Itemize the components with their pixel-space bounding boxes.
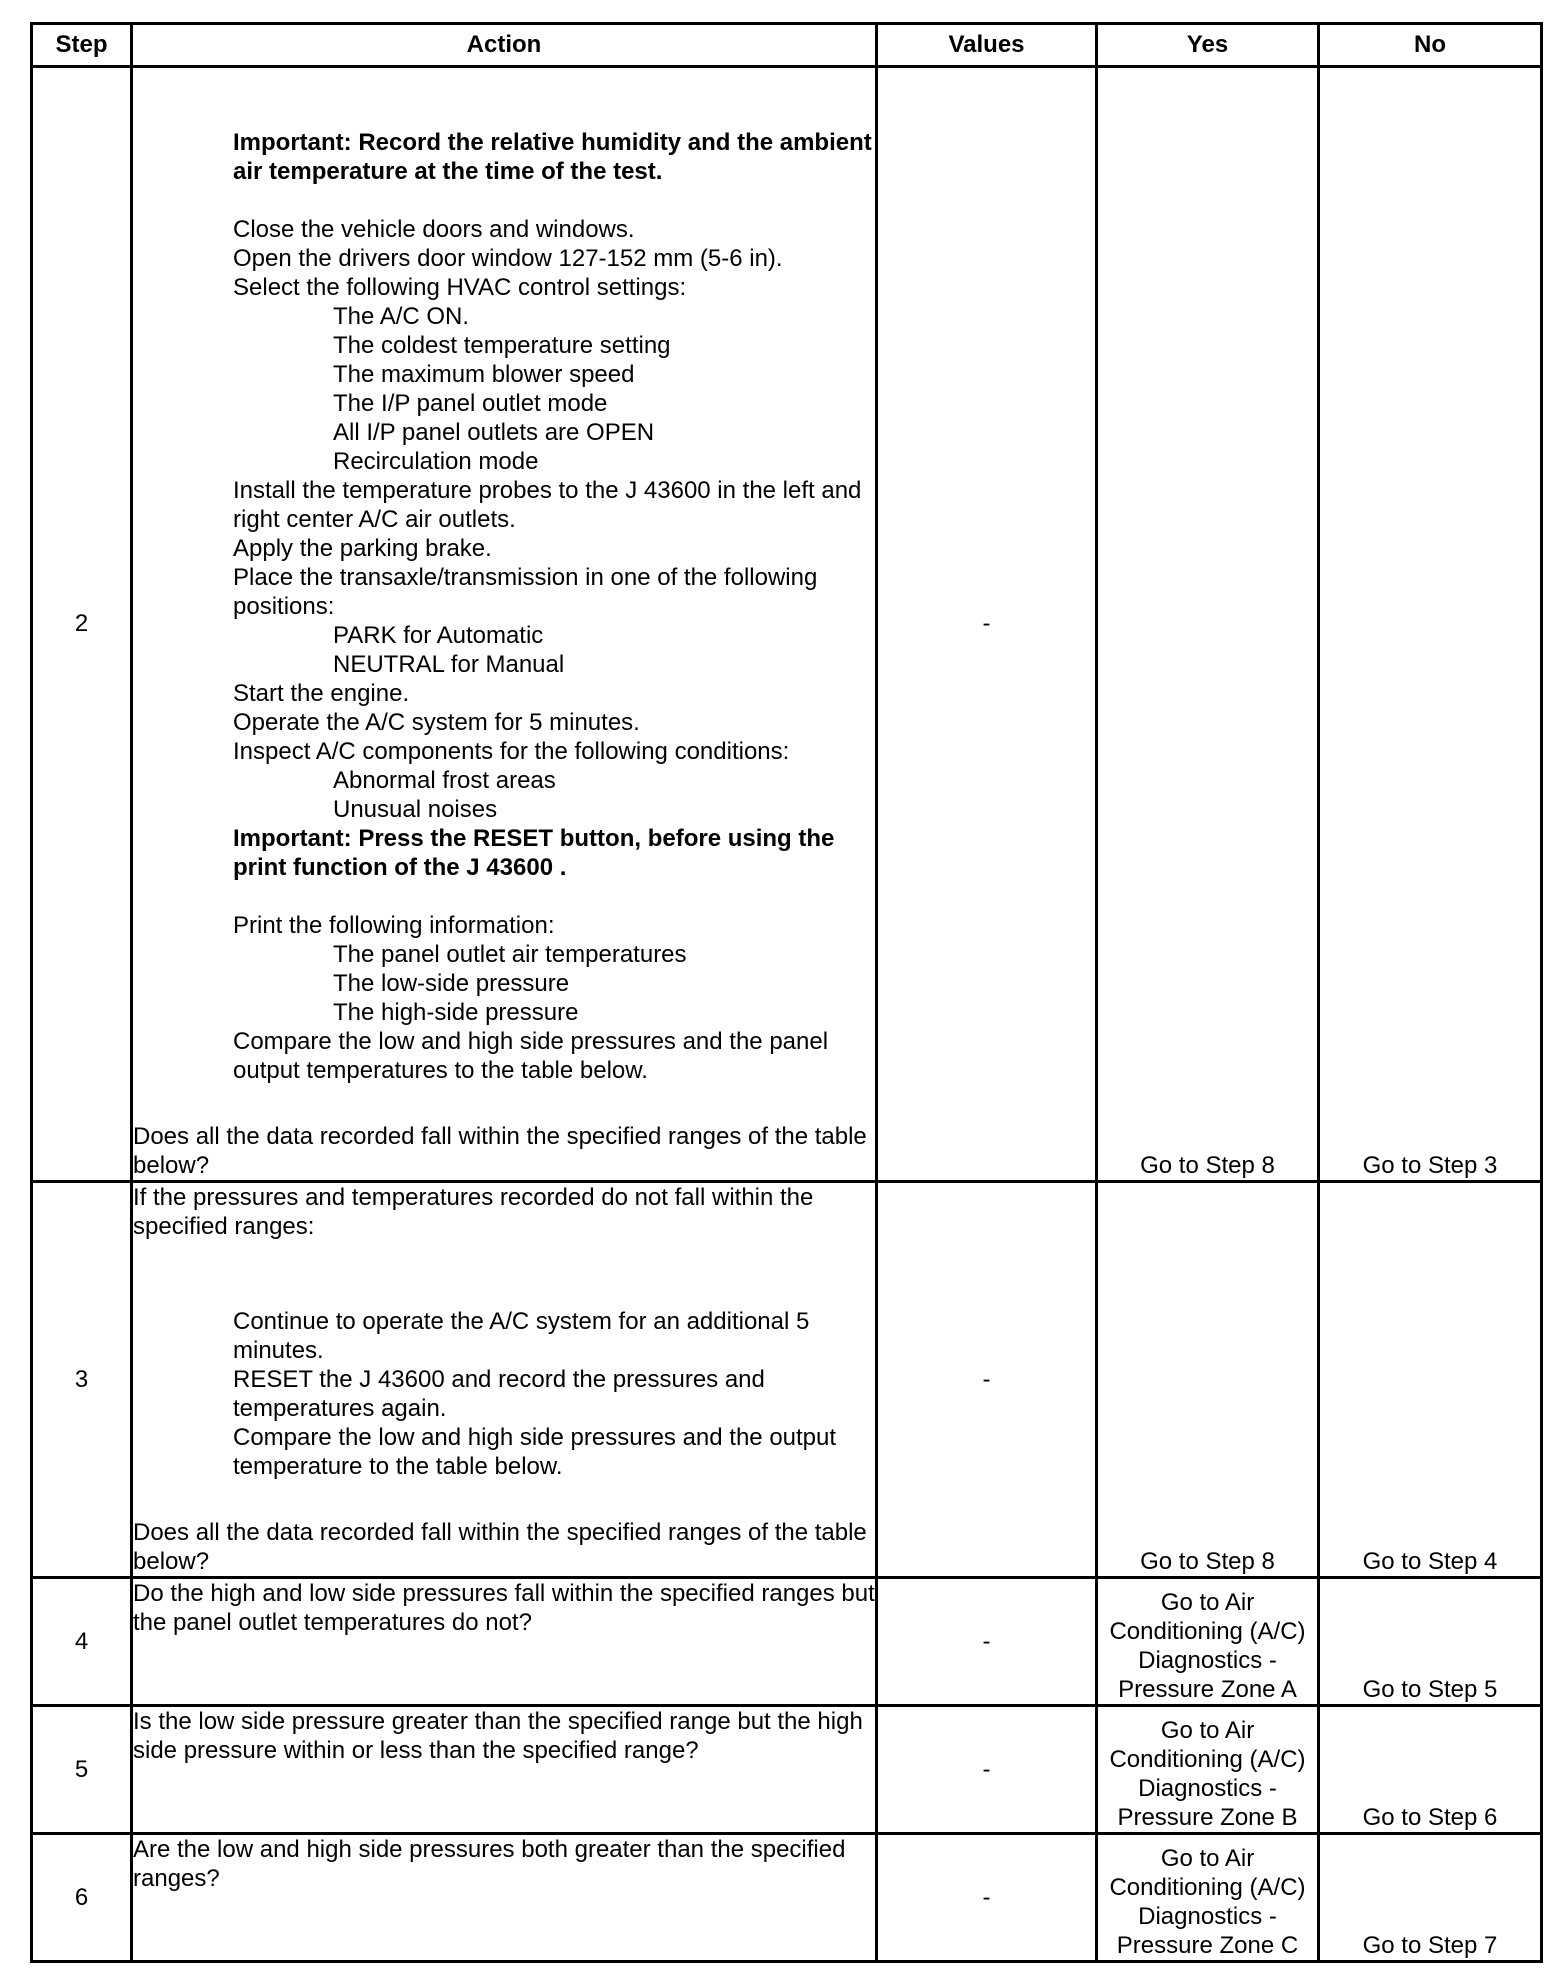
action-line: Operate the A/C system for 5 minutes.	[233, 709, 640, 736]
header-yes: Yes	[1097, 24, 1319, 67]
action-line: Select the following HVAC control settings:	[233, 274, 687, 301]
action-cell	[132, 67, 877, 1182]
table-row	[32, 1706, 1542, 1834]
important-note: Important: Press the RESET button, before using the print function of the J 43600 .	[233, 825, 835, 881]
values-cell: -	[877, 1182, 1097, 1578]
question-text: Does all the data recorded fall within the specified ranges of the table below?	[133, 1519, 867, 1575]
diagnostic-table	[30, 22, 1543, 1963]
yes-cell: Go to Step 8	[1097, 1182, 1319, 1578]
action-line: Start the engine.	[233, 680, 410, 707]
step-number: 5	[32, 1706, 132, 1834]
header-step: Step	[32, 24, 132, 67]
action-subline: The A/C ON.	[333, 303, 470, 330]
action-line: Compare the low and high side pressures and the panel output temperatures to the table below.	[233, 1028, 829, 1084]
important-note: Important: Record the relative humidity and the ambient air temperature at the time of the test.	[233, 129, 872, 185]
table-row	[32, 67, 1542, 1182]
yes-cell: Go to Air Conditioning (A/C) Diagnostics - Pressure Zone B	[1097, 1706, 1319, 1834]
question-text: Are the low and high side pressures both greater than the specified ranges?	[133, 1836, 846, 1892]
header-row	[32, 24, 1542, 67]
step-number: 4	[32, 1578, 132, 1706]
action-subline: Recirculation mode	[333, 448, 539, 475]
no-cell: Go to Step 3	[1319, 67, 1542, 1182]
action-subline: Abnormal frost areas	[333, 767, 556, 794]
no-cell: Go to Step 6	[1319, 1706, 1542, 1834]
question-text: Does all the data recorded fall within the specified ranges of the table below?	[133, 1123, 867, 1179]
action-subline: The maximum blower speed	[333, 361, 635, 388]
action-line: Compare the low and high side pressures and the output temperature to the table below.	[233, 1424, 837, 1480]
values-cell: -	[877, 67, 1097, 1182]
intro-text: If the pressures and temperatures recorded do not fall within the specified ranges:	[133, 1184, 814, 1240]
action-line: RESET the J 43600 and record the pressures and temperatures again.	[233, 1366, 765, 1422]
action-subline: The I/P panel outlet mode	[333, 390, 608, 417]
action-cell	[132, 1578, 877, 1706]
question-text: Do the high and low side pressures fall within the specified ranges but the panel outlet temperatures do not?	[133, 1580, 875, 1636]
values-cell: -	[877, 1578, 1097, 1706]
step-number: 2	[32, 67, 132, 1182]
action-line: Continue to operate the A/C system for an additional 5 minutes.	[233, 1308, 810, 1364]
action-line: Open the drivers door window 127-152 mm (5-6 in).	[233, 245, 783, 272]
table-row	[32, 1578, 1542, 1706]
header-no: No	[1319, 24, 1542, 67]
action-line: Install the temperature probes to the J 43600 in the left and right center A/C air outlets.	[233, 477, 862, 533]
action-line: Close the vehicle doors and windows.	[233, 216, 635, 243]
no-cell: Go to Step 7	[1319, 1834, 1542, 1962]
yes-cell: Go to Air Conditioning (A/C) Diagnostics - Pressure Zone A	[1097, 1578, 1319, 1706]
action-subline: Unusual noises	[333, 796, 498, 823]
header-values: Values	[877, 24, 1097, 67]
question-text: Is the low side pressure greater than the specified range but the high side pressure within or less than the specified range?	[133, 1708, 863, 1764]
action-subline: NEUTRAL for Manual	[333, 651, 565, 678]
action-line: Place the transaxle/transmission in one of the following positions:	[233, 564, 818, 620]
header-action: Action	[132, 24, 877, 67]
action-line: Apply the parking brake.	[233, 535, 492, 562]
step-number: 3	[32, 1182, 132, 1578]
action-line: Print the following information:	[233, 912, 555, 939]
action-subline: PARK for Automatic	[333, 622, 544, 649]
action-subline: All I/P panel outlets are OPEN	[333, 419, 655, 446]
step-number: 6	[32, 1834, 132, 1962]
action-cell	[132, 1182, 877, 1578]
action-cell	[132, 1706, 877, 1834]
yes-cell: Go to Air Conditioning (A/C) Diagnostics - Pressure Zone C	[1097, 1834, 1319, 1962]
action-subline: The coldest temperature setting	[333, 332, 671, 359]
action-line: Inspect A/C components for the following conditions:	[233, 738, 790, 765]
values-cell: -	[877, 1834, 1097, 1962]
action-subline: The panel outlet air temperatures	[333, 941, 687, 968]
table-row	[32, 1834, 1542, 1962]
table-row	[32, 1182, 1542, 1578]
no-cell: Go to Step 4	[1319, 1182, 1542, 1578]
action-subline: The high-side pressure	[333, 999, 579, 1026]
action-subline: The low-side pressure	[333, 970, 570, 997]
yes-cell: Go to Step 8	[1097, 67, 1319, 1182]
action-cell	[132, 1834, 877, 1962]
no-cell: Go to Step 5	[1319, 1578, 1542, 1706]
values-cell: -	[877, 1706, 1097, 1834]
